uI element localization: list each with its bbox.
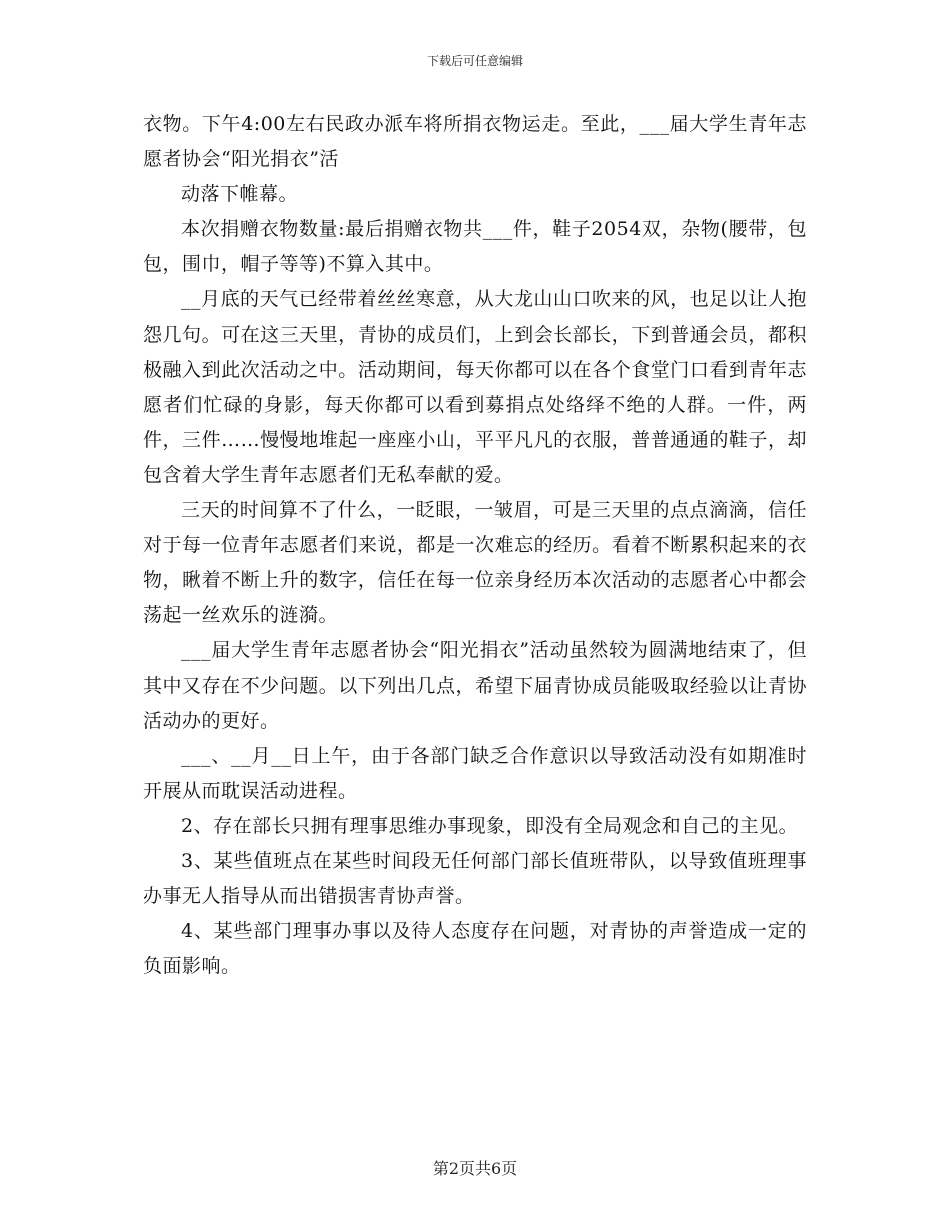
paragraph: 2、存在部长只拥有理事思维办事现象，即没有全局观念和自己的主见。 <box>181 814 799 837</box>
paragraph: 3、某些值班点在某些时间段无任何部门部长值班带队，以导致值班理事办事无人指导从而出错损害青协声誉。 <box>143 849 807 908</box>
paragraph: 衣物。下午4:00左右民政办派车将所捐衣物运走。至此，___届大学生青年志愿者协会“阳光捐衣”活 <box>143 113 807 171</box>
page-number-footer: 第2页共6页 <box>432 1159 518 1178</box>
paragraph: 三天的时间算不了什么，一眨眼，一皱眉，可是三天里的点点滴滴，信任对于每一位青年志愿者们来说，都是一次难忘的经历。看着不断累积起来的衣物，瞅着不断上升的数字，信任在每一位亲身经历本次活动的志愿者心中都会荡起一丝欢乐的涟漪。 <box>143 499 807 627</box>
paragraph: __月底的天气已经带着丝丝寒意，从大龙山山口吹来的风，也足以让人抱怨几句。可在这三天里，青协的成员们，上到会长部长，下到普通会员，都积极融入到此次活动之中。活动期间，每天你都可以在各个食堂门口看到青年志愿者们忙碌的身影，每天你都可以看到募捐点处络绎不绝的人群。一件，两件，三件……慢慢地堆起一座座小山，平平凡凡的衣服，普普通通的鞋子，却包含着大学生青年志愿者们无私奉献的爱。 <box>143 288 807 486</box>
document-body <box>143 107 807 984</box>
paragraph: ___届大学生青年志愿者协会“阳光捐衣”活动虽然较为圆满地结束了，但其中又存在不少问题。以下列出几点，希望下届青协成员能吸取经验以让青协活动办的更好。 <box>143 639 807 732</box>
paragraph: ___、__月__日上午，由于各部门缺乏合作意识以导致活动没有如期准时开展从而耽误活动进程。 <box>143 744 807 802</box>
paragraph: 动落下帷幕。 <box>181 183 299 206</box>
paragraph: 本次捐赠衣物数量:最后捐赠衣物共___件，鞋子2054双，杂物(腰带，包包，围巾，帽子等等)不算入其中。 <box>143 218 807 276</box>
paragraph: 4、某些部门理事办事以及待人态度存在问题，对青协的声誉造成一定的负面影响。 <box>143 920 807 978</box>
page-header-note: 下载后可任意编辑 <box>426 54 523 68</box>
